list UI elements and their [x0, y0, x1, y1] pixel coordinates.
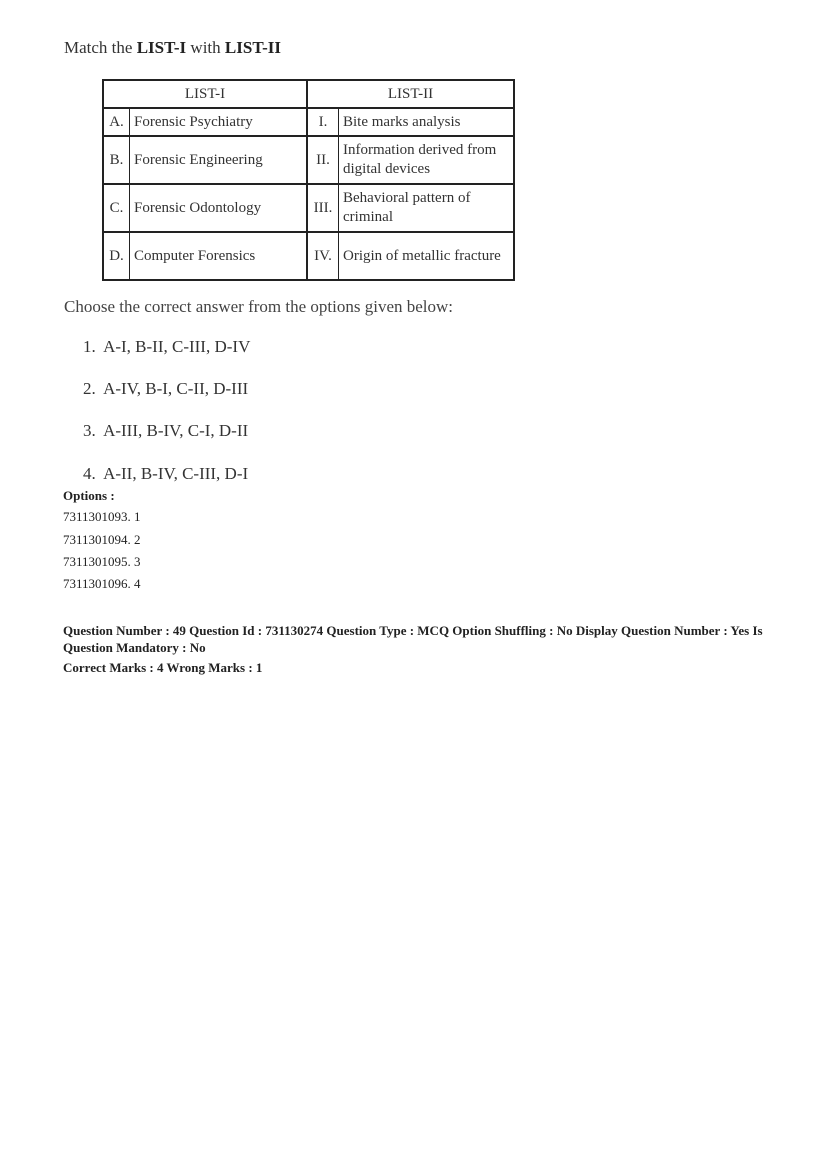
header-list1: LIST-I	[103, 80, 307, 108]
row-right-text: Bite marks analysis	[339, 108, 515, 136]
marks-meta: Correct Marks : 4 Wrong Marks : 1	[63, 660, 263, 675]
row-letter: A.	[103, 108, 130, 136]
row-left-text: Forensic Odontology	[130, 184, 308, 232]
row-left-text: Computer Forensics	[130, 232, 308, 280]
row-left-text: Forensic Psychiatry	[130, 108, 308, 136]
choice-text: A-II, B-IV, C-III, D-I	[103, 464, 249, 483]
option-id: 7311301094. 2	[63, 532, 141, 547]
options-label: Options :	[63, 488, 115, 503]
choice-number: 4.	[83, 464, 96, 483]
prompt-prefix: Match the	[64, 38, 137, 57]
option-id: 7311301093. 1	[63, 509, 141, 524]
option-id: 7311301095. 3	[63, 554, 141, 569]
row-letter: D.	[103, 232, 130, 280]
table-row	[103, 108, 514, 136]
choice-number: 2.	[83, 379, 96, 398]
header-list2: LIST-II	[307, 80, 514, 108]
row-right-text: Information derived from digital devices	[339, 136, 515, 184]
match-table	[102, 79, 515, 281]
choice-text: A-I, B-II, C-III, D-IV	[103, 337, 251, 356]
table-row	[103, 184, 514, 232]
row-numeral: IV.	[307, 232, 339, 280]
answer-choice-1	[83, 337, 250, 357]
row-right-text: Behavioral pattern of criminal	[339, 184, 515, 232]
row-letter: C.	[103, 184, 130, 232]
row-left-text: Forensic Engineering	[130, 136, 308, 184]
choice-number: 1.	[83, 337, 96, 356]
question-prompt	[64, 38, 281, 58]
choice-text: A-IV, B-I, C-II, D-III	[103, 379, 249, 398]
choice-number: 3.	[83, 421, 96, 440]
answer-choice-4	[83, 464, 248, 484]
row-numeral: I.	[307, 108, 339, 136]
row-numeral: II.	[307, 136, 339, 184]
prompt-mid: with	[186, 38, 225, 57]
row-letter: B.	[103, 136, 130, 184]
answer-choice-3	[83, 421, 248, 441]
row-right-text: Origin of metallic fracture	[339, 232, 515, 280]
row-numeral: III.	[307, 184, 339, 232]
prompt-list2: LIST-II	[224, 38, 281, 57]
choice-text: A-III, B-IV, C-I, D-II	[103, 421, 249, 440]
answer-choice-2	[83, 379, 248, 399]
table-row	[103, 232, 514, 280]
prompt-list1: LIST-I	[136, 38, 187, 57]
option-id: 7311301096. 4	[63, 576, 141, 591]
question-meta: Question Number : 49 Question Id : 731130274 Question Type : MCQ Option Shuffling : No Display Question Number : Yes Is Question Mandatory : No	[63, 623, 763, 655]
choose-instruction: Choose the correct answer from the options given below:	[64, 297, 454, 316]
table-row	[103, 136, 514, 184]
